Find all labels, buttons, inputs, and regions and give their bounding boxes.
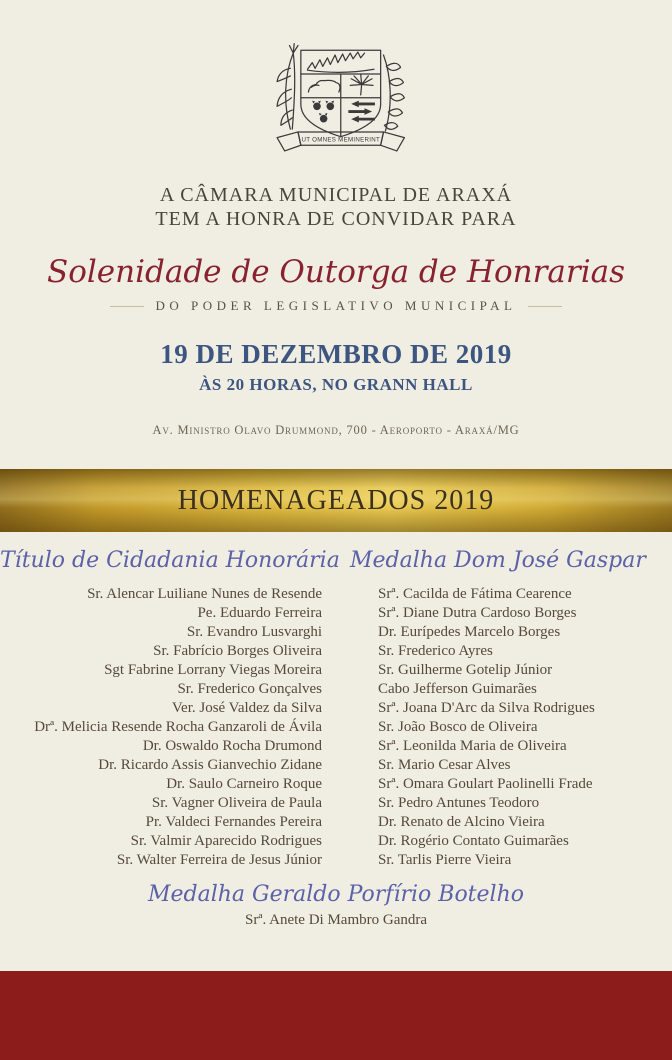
event-date: 19 DE DEZEMBRO DE 2019 [160, 339, 512, 369]
honorees-column-medal-gaspar [350, 547, 672, 870]
honoree-name: Drª. Melicia Resende Rocha Ganzaroli de Ávila [34, 719, 322, 735]
honoree-name: Sr. Vagner Oliveira de Paula [151, 795, 322, 811]
honoree-name: Srª. Anete Di Mambro Gandra [244, 912, 427, 928]
invitation-page [0, 36, 672, 1060]
intro-line-1: A CÂMARA MUNICIPAL DE ARAXÁ [159, 184, 513, 206]
honoree-name: Dr. Rogério Contato Guimarães [378, 833, 569, 849]
honoree-name: Sr. Alencar Luiliane Nunes de Resende [87, 586, 322, 602]
coat-of-arms-icon [238, 36, 434, 169]
invitation-intro [0, 183, 672, 231]
honoree-name: Dr. Saulo Carneiro Roque [166, 776, 322, 792]
honoree-list-medal-gaspar [378, 585, 672, 870]
honoree-name: Sr. Valmir Aparecido Rodrigues [130, 833, 322, 849]
column-title-citizenship: Título de Cidadania Honorária [0, 548, 340, 573]
honoree-name: Dr. Eurípedes Marcelo Borges [378, 624, 561, 640]
honoree-name: Sr. Walter Ferreira de Jesus Júnior [116, 852, 322, 868]
honoree-list-medal-botelho [0, 911, 672, 930]
intro-line-2: TEM A HONRA DE CONVIDAR PARA [155, 208, 517, 230]
event-subtitle: DO PODER LEGISLATIVO MUNICIPAL [155, 298, 517, 313]
event-title: Solenidade de Outorga de Honrarias [46, 254, 626, 290]
honoree-name: Dr. Oswaldo Rocha Drumond [142, 738, 322, 754]
crest-motto: UT OMNES MEMINERINT [301, 136, 380, 144]
honoree-name: Sgt Fabrine Lorrany Viegas Moreira [104, 662, 322, 678]
column-title-medal-botelho: Medalha Geraldo Porfírio Botelho [147, 882, 524, 907]
footer-bar [0, 971, 672, 1060]
honoree-name: Pe. Eduardo Ferreira [197, 605, 322, 621]
honoree-name: Dr. Renato de Alcino Vieira [378, 814, 545, 830]
honoree-name: Ver. José Valdez da Silva [171, 700, 322, 716]
honoree-name: Dr. Ricardo Assis Gianvechio Zidane [98, 757, 322, 773]
honoree-name: Sr. Frederico Ayres [378, 643, 493, 659]
honorees-section-medal-botelho [0, 881, 672, 930]
honoree-name: Srª. Omara Goulart Paolinelli Frade [378, 776, 593, 792]
column-title-medal-gaspar: Medalha Dom José Gaspar [350, 548, 646, 573]
honoree-name: Sr. Pedro Antunes Teodoro [378, 795, 540, 811]
honorees-columns [0, 547, 672, 870]
honorees-banner [0, 469, 672, 532]
honoree-name: Srª. Cacilda de Fátima Cearence [378, 586, 572, 602]
honoree-name: Sr. Mario Cesar Alves [378, 757, 511, 773]
honoree-name: Cabo Jefferson Guimarães [378, 681, 537, 697]
honoree-name: Sr. Frederico Gonçalves [177, 681, 322, 697]
honoree-list-citizenship [0, 585, 322, 870]
honoree-name: Pr. Valdeci Fernandes Pereira [145, 814, 322, 830]
honoree-name: Srª. Leonilda Maria de Oliveira [378, 738, 567, 754]
honorees-column-citizenship [0, 547, 340, 870]
subtitle-left-rule [110, 306, 144, 307]
subtitle-right-rule [528, 306, 562, 307]
honoree-name: Sr. Guilherme Gotelip Júnior [378, 662, 553, 678]
event-address: Av. Ministro Olavo Drummond, 700 - Aeroporto - Araxá/MG [152, 423, 520, 437]
honorees-banner-title: HOMENAGEADOS 2019 [177, 484, 495, 516]
event-time: ÀS 20 HORAS, NO GRANN HALL [199, 375, 473, 394]
honoree-name: Sr. João Bosco de Oliveira [378, 719, 538, 735]
honoree-name: Sr. Tarlis Pierre Vieira [378, 852, 512, 868]
honoree-name: Sr. Evandro Lusvarghi [186, 624, 322, 640]
honoree-name: Sr. Fabrício Borges Oliveira [153, 643, 322, 659]
event-subtitle-row [0, 298, 672, 314]
honoree-name: Srª. Joana D'Arc da Silva Rodrigues [378, 700, 595, 716]
honoree-name: Srª. Diane Dutra Cardoso Borges [378, 605, 577, 621]
